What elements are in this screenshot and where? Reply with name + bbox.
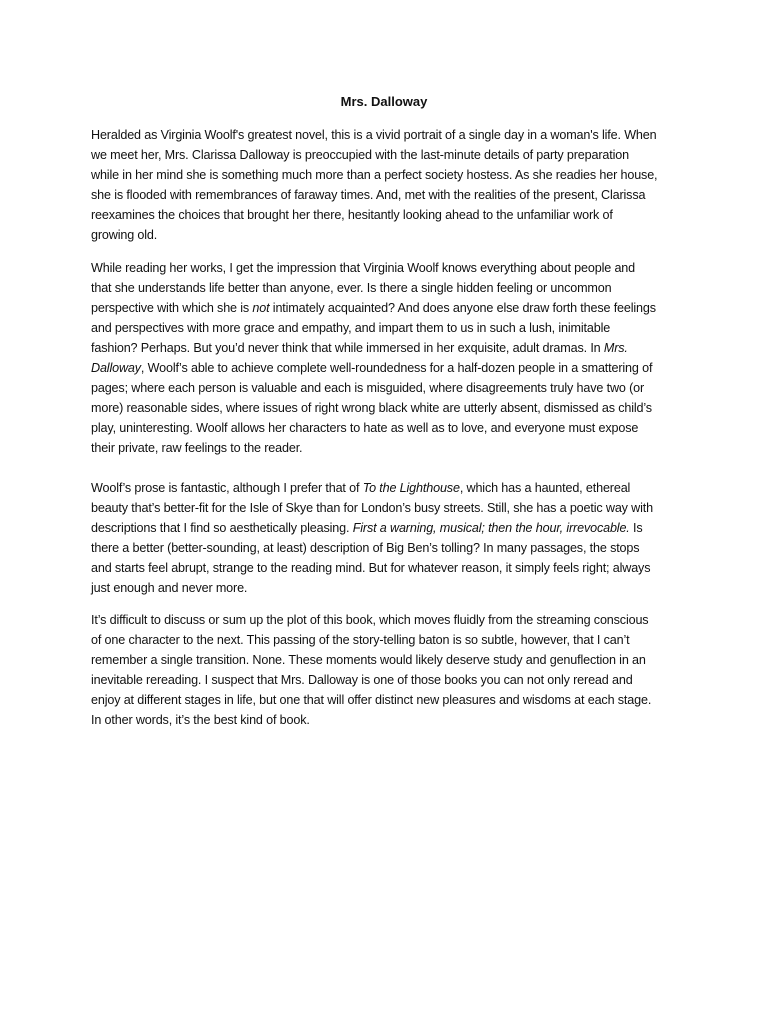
text-run: enjoy at different stages in life, but one that will offer distinct new pleasures and wisdoms at each stage. — [91, 693, 652, 707]
text-run: descriptions that I find so aesthetically pleasing. — [91, 521, 353, 535]
text-run: while in her mind she is something much more than a perfect society hostess. As she readies her house, — [91, 168, 658, 182]
text-run: we meet her, Mrs. Clarissa Dalloway is preoccupied with the last-minute details of party preparation — [91, 148, 629, 162]
text-line — [91, 650, 685, 670]
text-run: she is flooded with remembrances of faraway times. And, met with the realities of the present, Clarissa — [91, 188, 646, 202]
text-run: pages; where each person is valuable and each is misguided, where disagreements truly have two (or — [91, 381, 645, 395]
paragraph — [91, 258, 685, 458]
document-title: Mrs. Dalloway — [340, 94, 428, 109]
text-line — [91, 578, 685, 598]
text-run: that she understands life better than anyone, ever. Is there a single hidden feeling or uncommon — [91, 281, 612, 295]
text-run: While reading her works, I get the impression that Virginia Woolf knows everything about people and — [91, 261, 636, 275]
text-line — [91, 690, 685, 710]
text-line — [91, 185, 685, 205]
text-line — [91, 225, 685, 245]
text-run: It’s difficult to discuss or sum up the plot of this book, which moves fluidly from the streaming conscious — [91, 613, 649, 627]
text-line — [91, 145, 685, 165]
text-line — [91, 358, 685, 378]
text-line — [91, 630, 685, 650]
italic-text: Dalloway — [91, 361, 141, 375]
text-line — [91, 498, 685, 518]
text-run: and perspectives with more grace and empathy, and impart them to us in such a lush, inimitable — [91, 321, 611, 335]
text-line — [91, 205, 685, 225]
text-run: perspective with which she is — [91, 301, 253, 315]
text-run: play, uninteresting. Woolf allows her characters to hate as well as to love, and everyone must expose — [91, 421, 639, 435]
text-line — [91, 278, 685, 298]
italic-text: To the Lighthouse — [362, 481, 460, 495]
text-line — [91, 398, 685, 418]
text-run: Is — [629, 521, 643, 535]
text-line — [91, 338, 685, 358]
text-line — [91, 318, 685, 338]
text-run: intimately acquainted? And does anyone else draw forth these feelings — [269, 301, 656, 315]
text-line — [91, 258, 685, 278]
text-line — [91, 165, 685, 185]
italic-text: First a warning, musical; then the hour, irrevocable. — [352, 521, 630, 535]
paragraph — [91, 478, 685, 598]
text-run: there a better (better-sounding, at least) description of Big Ben’s tolling? In many passages, the stops — [91, 541, 640, 555]
text-line — [91, 438, 685, 458]
text-line — [91, 710, 685, 730]
italic-text: not — [252, 301, 270, 315]
text-run: Heralded as Virginia Woolf's greatest novel, this is a vivid portrait of a single day in a woman's life. When — [91, 128, 657, 142]
text-line — [91, 610, 685, 630]
text-run: of one character to the next. This passing of the story-telling baton is so subtle, however, that I can’t — [91, 633, 630, 647]
text-run: just enough and never more. — [91, 581, 248, 595]
text-run: reexamines the choices that brought her there, hesitantly looking ahead to the unfamiliar work of — [91, 208, 613, 222]
text-line — [91, 378, 685, 398]
text-run: growing old. — [91, 228, 158, 242]
text-run: more) reasonable sides, where issues of right wrong black white are utterly absent, dismissed as child’s — [91, 401, 652, 415]
paragraph — [91, 610, 685, 730]
text-run: Woolf’s prose is fantastic, although I prefer that of — [91, 481, 363, 495]
text-run: their private, raw feelings to the reader. — [91, 441, 303, 455]
text-run: beauty that’s better-fit for the Isle of Skye than for London’s busy streets. Still, she has a poetic way with — [91, 501, 653, 515]
text-run: inevitable rereading. I suspect that Mrs. Dalloway is one of those books you can not only reread and — [91, 673, 633, 687]
text-line — [91, 670, 685, 690]
text-line — [91, 518, 685, 538]
text-run: , Woolf’s able to achieve complete well-roundedness for a half-dozen people in a smattering of — [140, 361, 653, 375]
text-line — [91, 125, 685, 145]
text-run: , which has a haunted, ethereal — [459, 481, 631, 495]
paragraph — [91, 125, 685, 245]
text-line — [91, 538, 685, 558]
italic-text: Mrs. — [603, 341, 628, 355]
text-line — [91, 478, 685, 498]
text-line — [91, 418, 685, 438]
text-line — [91, 298, 685, 318]
text-run: remember a single transition. None. These moments would likely deserve study and genuflection in an — [91, 653, 646, 667]
text-run: In other words, it’s the best kind of book. — [91, 713, 310, 727]
text-run: fashion? Perhaps. But you’d never think that while immersed in her exquisite, adult dramas. In — [91, 341, 604, 355]
text-line — [91, 558, 685, 578]
text-run: and starts feel abrupt, strange to the reading mind. But for whatever reason, it simply feels right; always — [91, 561, 651, 575]
